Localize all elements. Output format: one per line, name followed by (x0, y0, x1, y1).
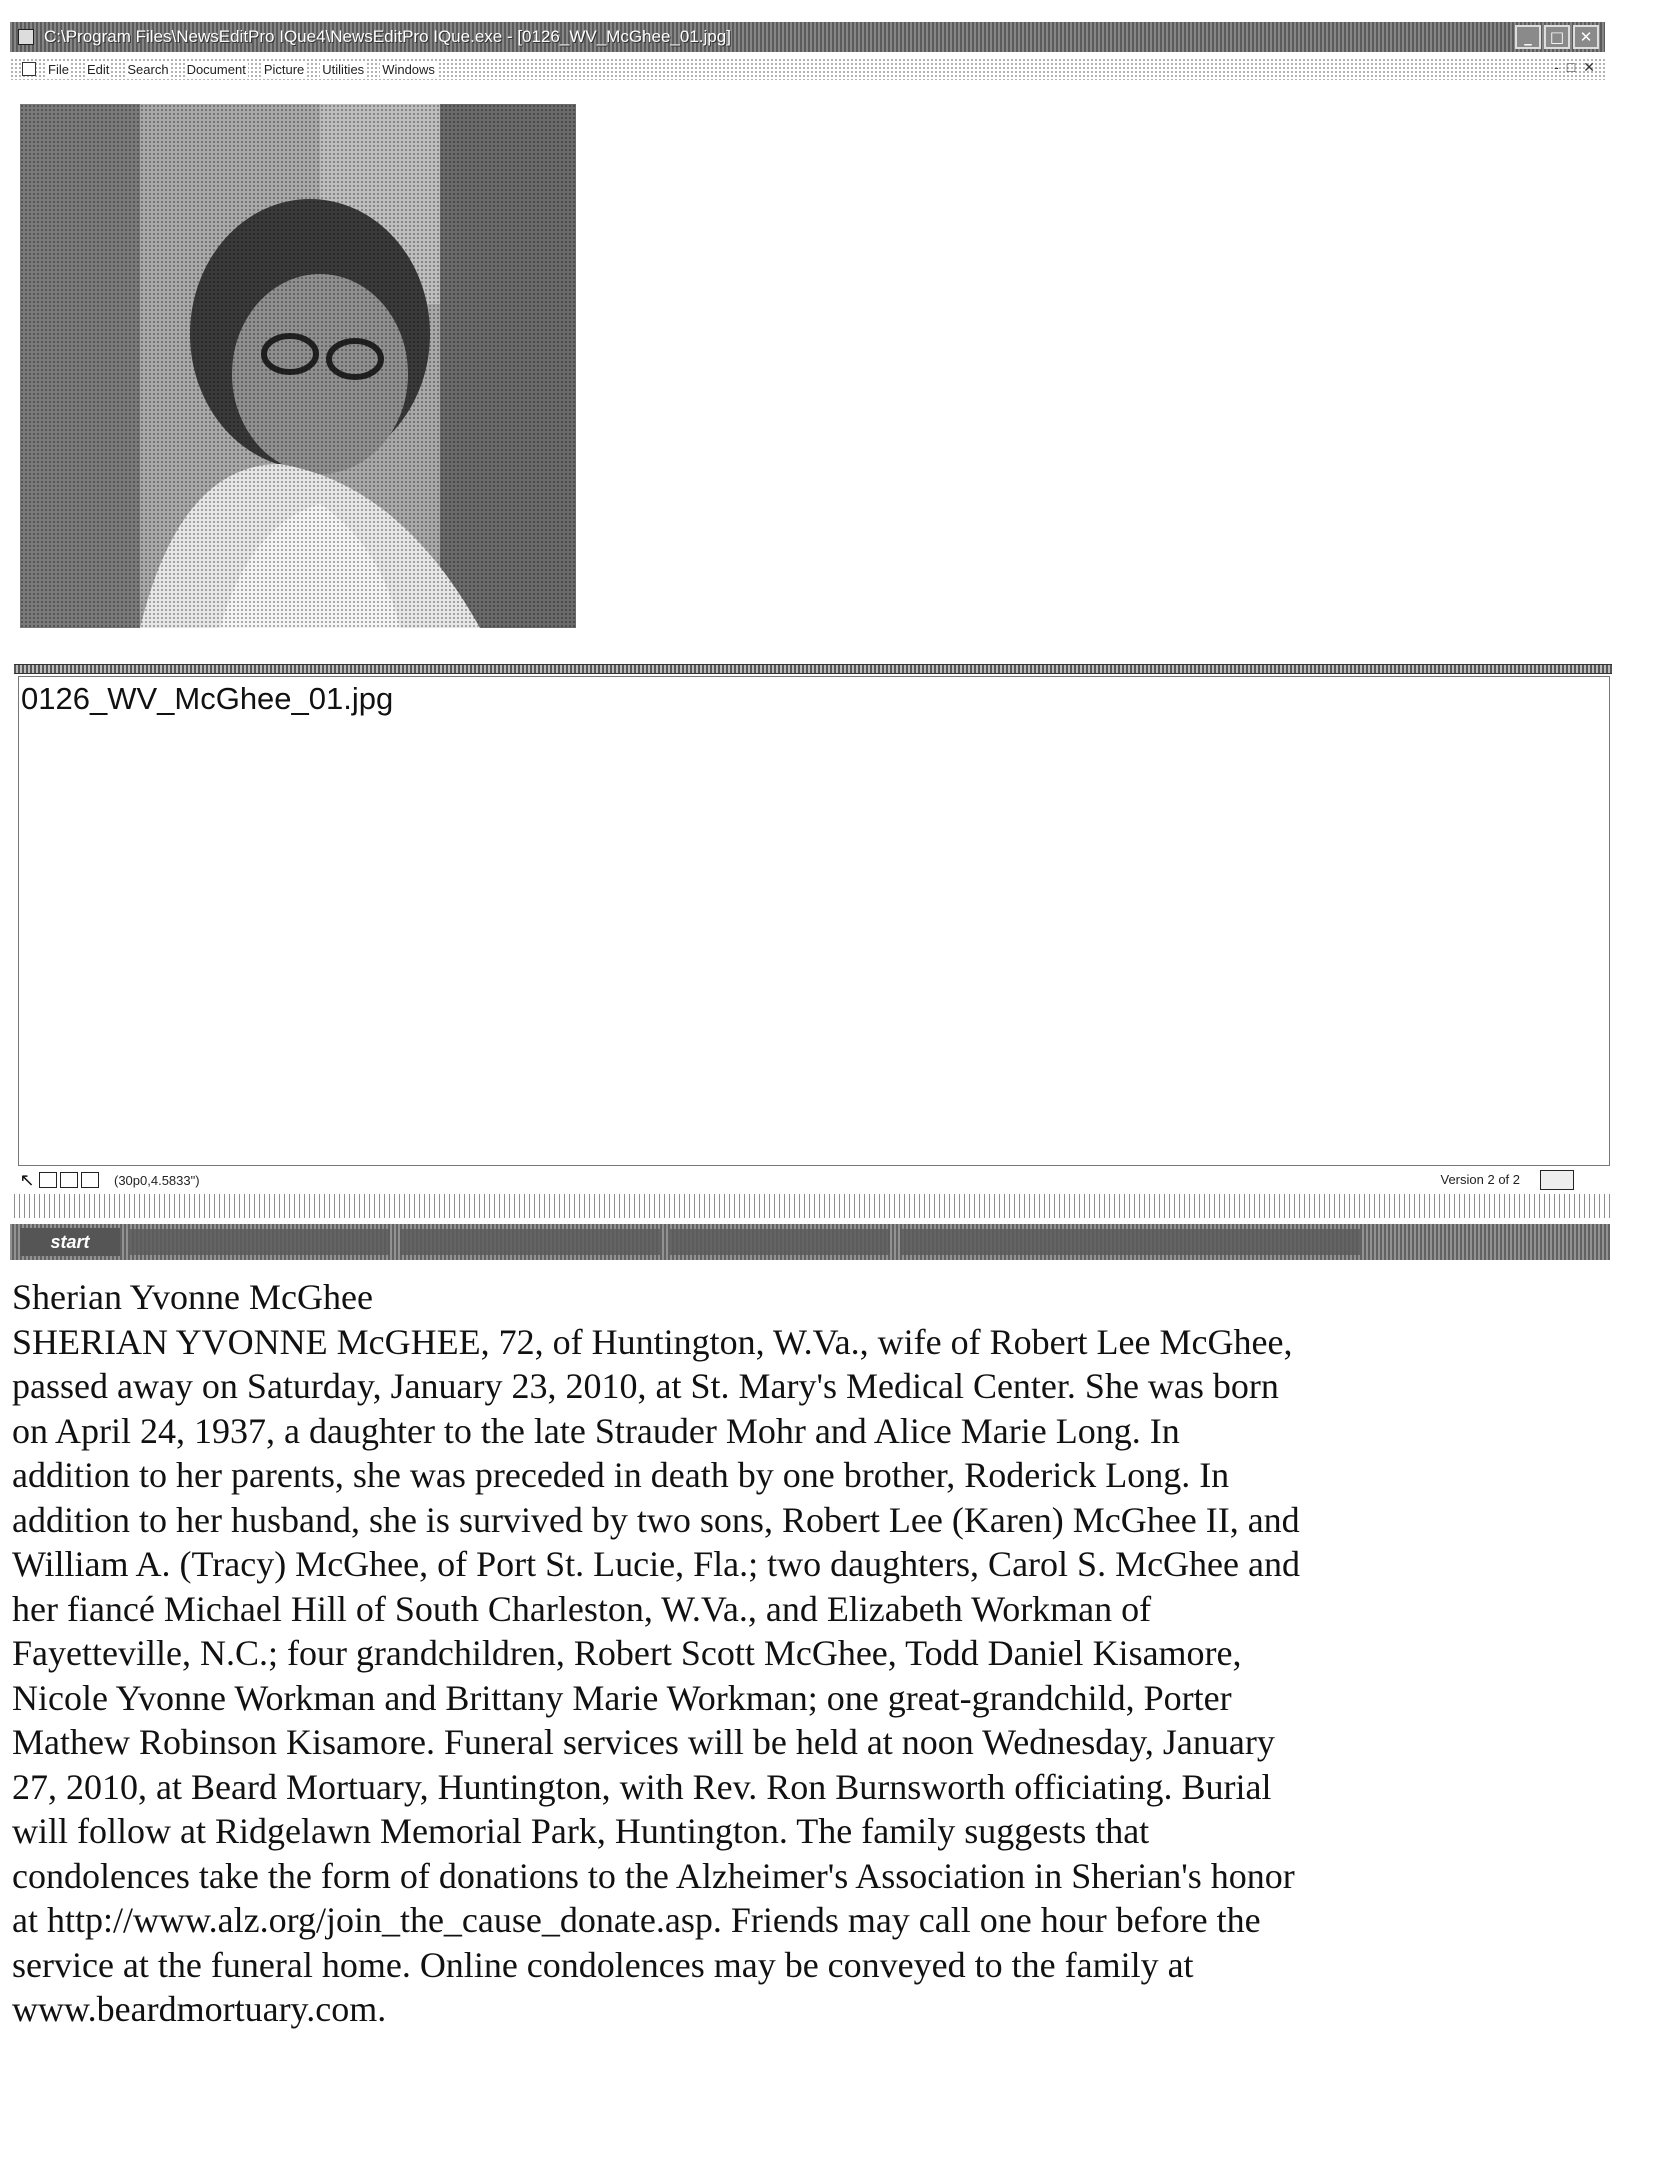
statusbar (18, 1168, 1610, 1192)
cursor-coordinates: (30p0,4.5833") (114, 1172, 200, 1188)
window-title: C:\Program Files\NewsEditPro IQue4\NewsEditPro IQue.exe - [0126_WV_McGhee_01.jpg] (44, 27, 731, 46)
menubar (10, 58, 1605, 80)
window-controls (1515, 25, 1599, 49)
horizontal-scrollbar[interactable] (14, 1194, 1612, 1218)
version-icon[interactable] (1540, 1170, 1574, 1190)
app-icon (18, 29, 34, 45)
version-indicator: Version 2 of 2 (1440, 1172, 1520, 1187)
taskbar-item[interactable] (670, 1229, 890, 1255)
menu-windows[interactable]: Windows (382, 61, 435, 77)
document-window-controls (1554, 59, 1595, 76)
taskbar-item[interactable] (130, 1229, 390, 1255)
image-filename: 0126_WV_McGhee_01.jpg (21, 681, 394, 716)
taskbar (10, 1224, 1610, 1260)
portrait-illustration (20, 104, 576, 628)
caption-pane[interactable] (18, 676, 1610, 1166)
menu-file[interactable]: File (48, 61, 69, 77)
doc-minimize-button[interactable]: - (1554, 59, 1559, 75)
menu-edit[interactable]: Edit (86, 61, 110, 77)
layout-tool-icon[interactable] (81, 1172, 99, 1188)
obituary (12, 1275, 1652, 2032)
menu-utilities[interactable]: Utilities (322, 61, 365, 77)
obituary-body: SHERIAN YVONNE McGHEE, 72, of Huntington, W.Va., wife of Robert Lee McGhee, passed away on Saturday, January 23, 2010, at St. Mary's Medical Center. She was born on April 24, 1937, a daughter to the late Strauder Mohr and Alice Marie Long. In addition to her parents, she was preceded in death by one brother, Roderick Long. In addition to her husband, she is survived by two sons, Robert Lee (Karen) McGhee II, and William A. (Tracy) McGhee, of Port St. Lucie, Fla.; two daughters, Carol S. McGhee and her fiancé Michael Hill of South Charleston, W.Va., and Elizabeth Workman of Fayetteville, N.C.; four grandchildren, Robert Scott McGhee, Todd Daniel Kisamore, Nicole Yvonne Workman and Brittany Marie Workman; one great-grandchild, Porter Mathew Robinson Kisamore. Funeral services will be held at noon Wednesday, January 27, 2010, at Beard Mortuary, Huntington, with Rev. Ron Burnsworth officiating. Burial will follow at Ridgelawn Memorial Park, Huntington. The family suggests that condolences take the form of donations to the Alzheimer's Association in Sherian's honor at http://www.alz.org/join_the_cause_donate.asp. Friends may call one hour before the service at the funeral home. Online condolences may be conveyed to the family at www.beardmortuary.com. (12, 1321, 1300, 2029)
portrait-photo (20, 104, 576, 628)
pane-divider[interactable] (14, 664, 1612, 674)
menu-document[interactable]: Document (186, 61, 246, 77)
close-button[interactable]: ✕ (1573, 25, 1599, 49)
frame-tool-icon[interactable] (39, 1172, 57, 1188)
grid-tool-icon[interactable] (60, 1172, 78, 1188)
menu-picture[interactable]: Picture (263, 61, 305, 77)
maximize-button[interactable]: □ (1544, 25, 1570, 49)
start-button[interactable]: start (20, 1228, 120, 1256)
minimize-button[interactable]: _ (1515, 25, 1541, 49)
menu-search[interactable]: Search (127, 61, 169, 77)
taskbar-item[interactable] (400, 1229, 660, 1255)
pointer-tool-icon[interactable]: ↖ (19, 1170, 35, 1190)
taskbar-item[interactable] (900, 1229, 1360, 1255)
document-icon[interactable] (22, 62, 36, 76)
obituary-title: Sherian Yvonne McGhee (12, 1277, 373, 1317)
window-titlebar[interactable] (10, 22, 1605, 52)
doc-close-button[interactable]: ✕ (1583, 59, 1595, 75)
doc-restore-button[interactable]: □ (1566, 59, 1576, 75)
